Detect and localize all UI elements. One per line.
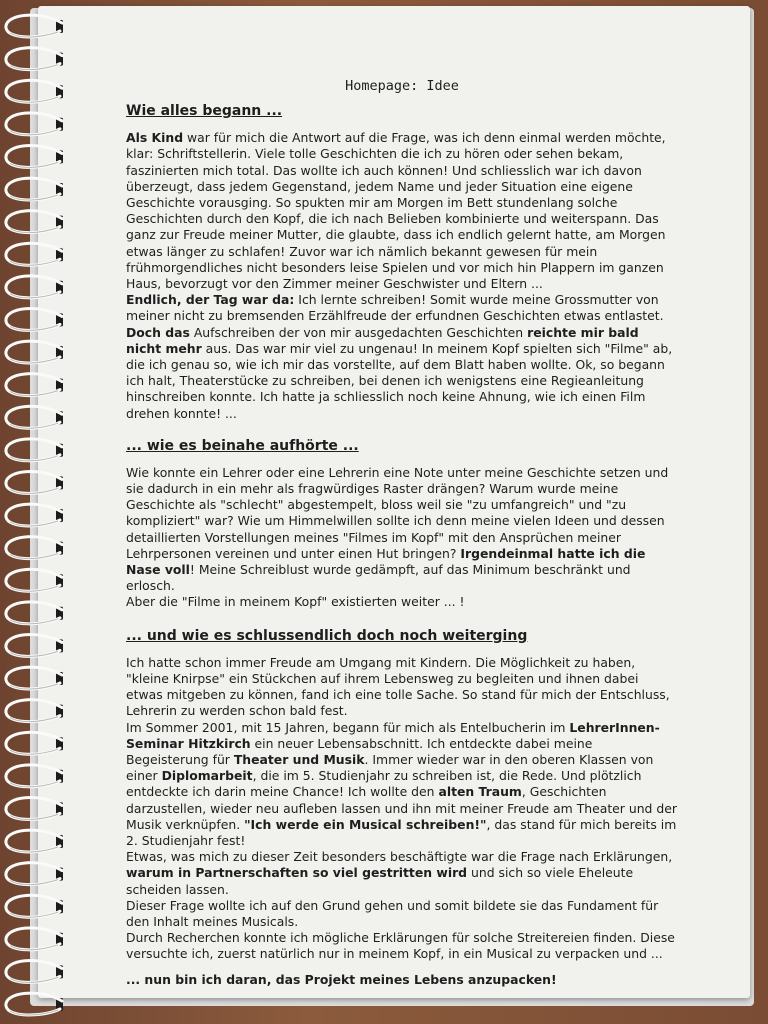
bold-text: Theater und Musik [233,751,365,767]
paragraph [126,720,678,850]
paragraph [126,898,678,930]
paragraph [126,130,678,292]
section-heading: Wie alles begann ... [126,103,283,120]
section-heading: ... und wie es schlussendlich doch noch weiterging [126,627,528,644]
section-almost-stopped [126,437,678,611]
text-run: Im Sommer 2001, mit 15 Jahren, begann für mich als Entelbucherin im [126,719,570,735]
bold-text: Diplomarbeit [161,768,253,784]
page-content [126,78,678,988]
text-run: war für mich die Antwort auf die Frage, was ich denn einmal werden möchte, klar: Schriftstellerin. Viele tolle Geschichten die ich zu hören oder sehen bekam, faszinierten mich total. Das wollte ich auch können! Und schliesslich war ich davon überzeugt, dass jedem Gegenstand, jedem Name und jeder Situation eine eigene Geschichte vorausging. So spukten mir am Morgen im Bett stundenlang solche Geschichten durch den Kopf, die ich nach Belieben kombinierte und weiterspann. Das ganz zur Freude meiner Mutter, die glaubte, dass ich endlich gelernt hatte, am Morgen etwas länger zu schlafen! Zuvor war ich nämlich bekannt gewesen für mein frühmorgendliches nicht besonders leise Spielen und vor mich hin Plappern im ganzen Haus, bevorzugt vor den Zimmer meiner Geschwister und Eltern ... [126,130,666,292]
section-body [126,130,678,422]
paragraph [126,655,678,720]
text-run: Ich hatte schon immer Freude am Umgang mit Kindern. Die Möglichkeit zu haben, "kleine Knirpse" ein Stückchen auf ihrem Lebensweg zu begleiten und ihnen dabei etwas mitgeben zu können, fand ich eine tolle Sache. So stand für mich der Entschluss, Lehrerin zu werden schon bald fest. [126,654,670,719]
paragraph [126,292,678,324]
bold-text: Irgendeinmal hatte ich die Nase voll [126,545,646,578]
section-body [126,655,678,963]
text-run: Wie konnte ein Lehrer oder eine Lehrerin eine Note unter meine Geschichte setzen und sie dadurch in ein mehr als fragwürdiges Raster drängen? Warum wurde meine Geschichte als "schlecht" abgestempelt, bloss weil sie "zu umfangreich" und "zu kompliziert" war? Wie um Himmelwillen sollte ich denn meine vielen Ideen und dessen detaillierten Vorstellungen meines "Filmes im Kopf" mit den Ansprüchen meiner Lehrpersonen vereinen und unter einen Hut bringen? [126,464,669,561]
text-run: ! Meine Schreiblust wurde gedämpft, auf das Minimum beschränkt und erlosch. [126,562,631,594]
text-run: Dieser Frage wollte ich auf den Grund gehen und somit bildete sie das Fundament für den Inhalt meines Musicals. [126,897,659,929]
spiral-binding [0,0,80,1024]
text-run: Aber die "Filme in meinem Kopf" existierten weiter ... ! [126,594,465,610]
section-continued [126,627,678,963]
text-run: , Geschichten darzustellen, wieder neu aufleben lassen und ihn mit meiner Freude am Theater und der Musik verknüpfen. [126,784,677,832]
paragraph [126,849,678,898]
bold-text: Doch das [126,324,190,340]
bold-text: warum in Partnerschaften so viel gestritten wird [126,865,468,881]
text-run: , das stand für mich bereits im 2. Studienjahr fest! [126,816,677,848]
text-run: Etwas, was mich zu dieser Zeit besonders beschäftigte war die Frage nach Erklärungen, [126,849,673,865]
text-run: Ich lernte schreiben! Somit wurde meine Grossmutter von meiner nicht zu bremsenden Erzählfreude der erfundnen Geschichten etwas entlastet. [126,292,664,324]
paragraph [126,465,678,595]
section-body [126,465,678,611]
bold-text: Endlich, der Tag war da: [126,292,295,308]
text-run: . Immer wieder war in den oberen Klassen von einer [126,751,654,784]
page-header: Homepage: Idee [345,78,459,94]
text-run: , die im 5. Studienjahr zu schreiben ist, die Rede. Und plötzlich entdeckte ich darin meine Chance! Ich wollte den [126,768,642,800]
text-run: Aufschreiben der von mir ausgedachten Geschichten [189,324,528,340]
paragraph [126,325,678,422]
text-run: und sich so viele Eheleute scheiden lassen. [126,865,634,897]
closing-line: ... nun bin ich daran, das Projekt meines Lebens anzupacken! [126,971,557,987]
bold-text: LehrerInnen-Seminar Hitzkirch [126,719,660,751]
text-run: Durch Recherchen konnte ich mögliche Erklärungen für solche Streitereien finden. Diese versuchte ich, zuerst natürlich nur in meinem Kopf, in ein Musical zu verpacken und ... [126,930,675,962]
bold-text: reichte mir bald nicht mehr [126,324,639,356]
text-run: aus. Das war mir viel zu ungenau! In meinem Kopf spielten sich "Filme" ab, die ich genau so, wie ich mir das vorstellte, auf dem Blatt haben wollte. Ok, so begann ich halt, Theaterstücke zu schreiben, bei denen ich wenigstens eine Regieanleitung hinschreiben konnte. Ich hatte ja schliesslich noch keine Ahnung, wie ich einen Film drehen konnte! ... [126,340,673,421]
bold-text: "Ich werde ein Musical schreiben!" [244,816,487,832]
bold-text: alten Traum [438,784,522,800]
section-heading: ... wie es beinahe aufhörte ... [126,437,359,454]
bold-text: Als Kind [126,130,184,146]
paragraph [126,930,678,962]
text-run: ein neuer Lebensabschnitt. Ich entdeckte dabei meine Begeisterung für [126,735,593,767]
section-beginning [126,102,678,422]
paragraph [126,594,678,610]
